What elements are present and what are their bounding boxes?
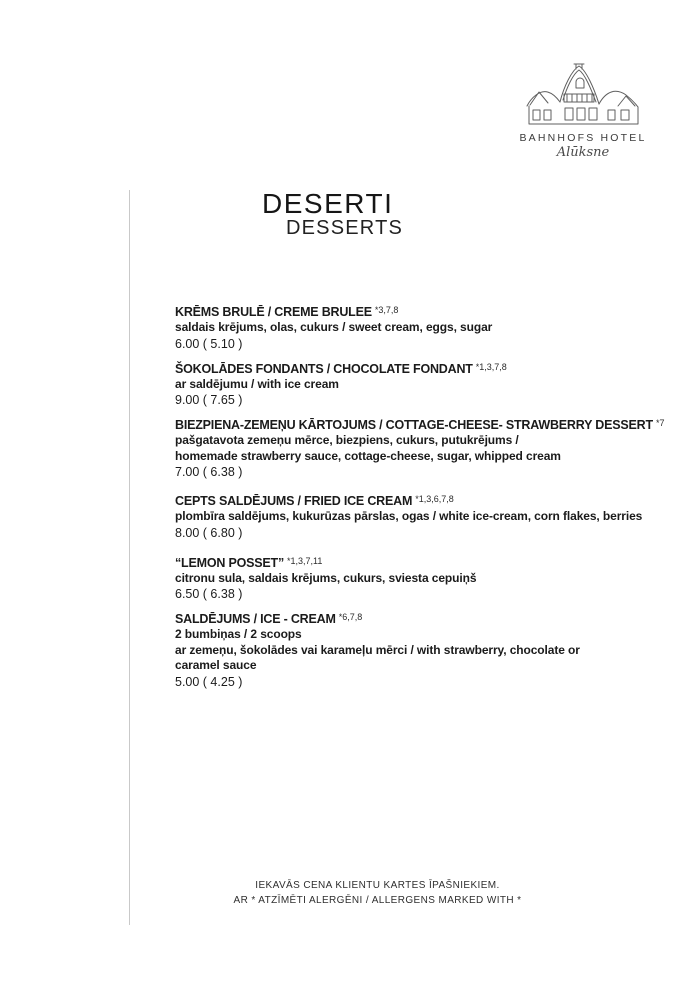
allergen-codes: *3,7,8 [374,305,399,315]
menu-item-description: caramel sauce [175,658,257,672]
menu-item-description: homemade strawberry sauce, cottage-cheese, sugar, whipped cream [175,448,561,463]
menu-item-title [175,553,697,571]
page-fold-line [129,190,130,925]
allergen-codes: *1,3,7,11 [287,555,323,566]
footer-loyalty-note: IEKAVĀS CENA KLIENTU KARTES ĪPAŠNIEKIEM. [255,880,500,891]
hotel-building-illustration [518,60,648,130]
menu-item-price: 6.50 ( 6.38 ) [175,587,243,601]
menu-item-lemon-posset [175,553,697,603]
menu-item-name: KRĒMS BRULĒ / CREME BRULEE [175,305,372,319]
menu-item-price: 9.00 ( 7.65 ) [175,393,243,407]
allergen-codes: *6,7,8 [338,612,363,622]
menu-item-price: 5.00 ( 4.25 ) [175,674,243,689]
menu-item-fried-ice-cream [175,491,697,541]
menu-item-title [175,609,697,627]
section-title-english: DESSERTS [286,217,404,239]
hotel-city-script: Alūksne [556,145,610,160]
allergen-codes: *7 [655,418,665,428]
allergen-codes: *1,3,6,7,8 [415,494,454,504]
menu-item-description: plombīra saldējums, kukurūzas pārslas, ogas / white ice-cream, corn flakes, berries [175,509,643,523]
menu-item-price: 6.00 ( 5.10 ) [175,336,243,351]
menu-item-ice-cream [175,609,697,690]
menu-item-description: ar saldējumu / with ice cream [175,376,339,391]
hotel-name-text: BAHNHOFS HOTEL [519,132,647,144]
section-title-latvian: DESERTI [262,188,394,219]
menu-item-title [175,359,697,377]
allergen-codes: *1,3,7,8 [475,361,507,372]
footer-allergen-note: AR * ATZĪMĒTI ALERGĒNI / ALLERGENS MARKED WITH * [233,895,522,906]
menu-item-name: ŠOKOLĀDES FONDANTS / CHOCOLATE FONDANT [175,361,473,376]
menu-item-title [175,491,697,509]
menu-item-name: SALDĒJUMS / ICE - CREAM [175,612,336,626]
menu-item-name: “LEMON POSSET” [175,555,285,570]
menu-item-name: CEPTS SALDĒJUMS / FRIED ICE CREAM [175,494,413,508]
menu-item-description: citronu sula, saldais krējums, cukurs, sviesta cepuiņš [175,570,477,585]
menu-section-title [262,188,403,240]
menu-item-creme-brulee [175,302,697,352]
hotel-logo [514,60,652,160]
menu-item-name: BIEZPIENA-ZEMEŅU KĀRTOJUMS / COTTAGE-CHEESE- STRAWBERRY DESSERT [175,418,653,432]
menu-item-chocolate-fondant [175,359,697,409]
menu-item-cottage-cheese-strawberry [175,415,697,480]
menu-item-title [175,415,697,433]
menu-item-description: ar zemeņu, šokolādes vai karameļu mērci / with strawberry, chocolate or [175,642,580,657]
menu-item-description: pašgatavota zemeņu mērce, biezpiens, cukurs, putukrējums / [175,433,519,447]
menu-item-title [175,302,697,320]
menu-item-price: 7.00 ( 6.38 ) [175,465,243,479]
menu-item-description: 2 bumbiņas / 2 scoops [175,627,302,641]
menu-item-price: 8.00 ( 6.80 ) [175,525,243,540]
menu-list [175,302,697,697]
menu-footer-notes [130,878,625,908]
menu-item-description: saldais krējums, olas, cukurs / sweet cream, eggs, sugar [175,320,493,334]
